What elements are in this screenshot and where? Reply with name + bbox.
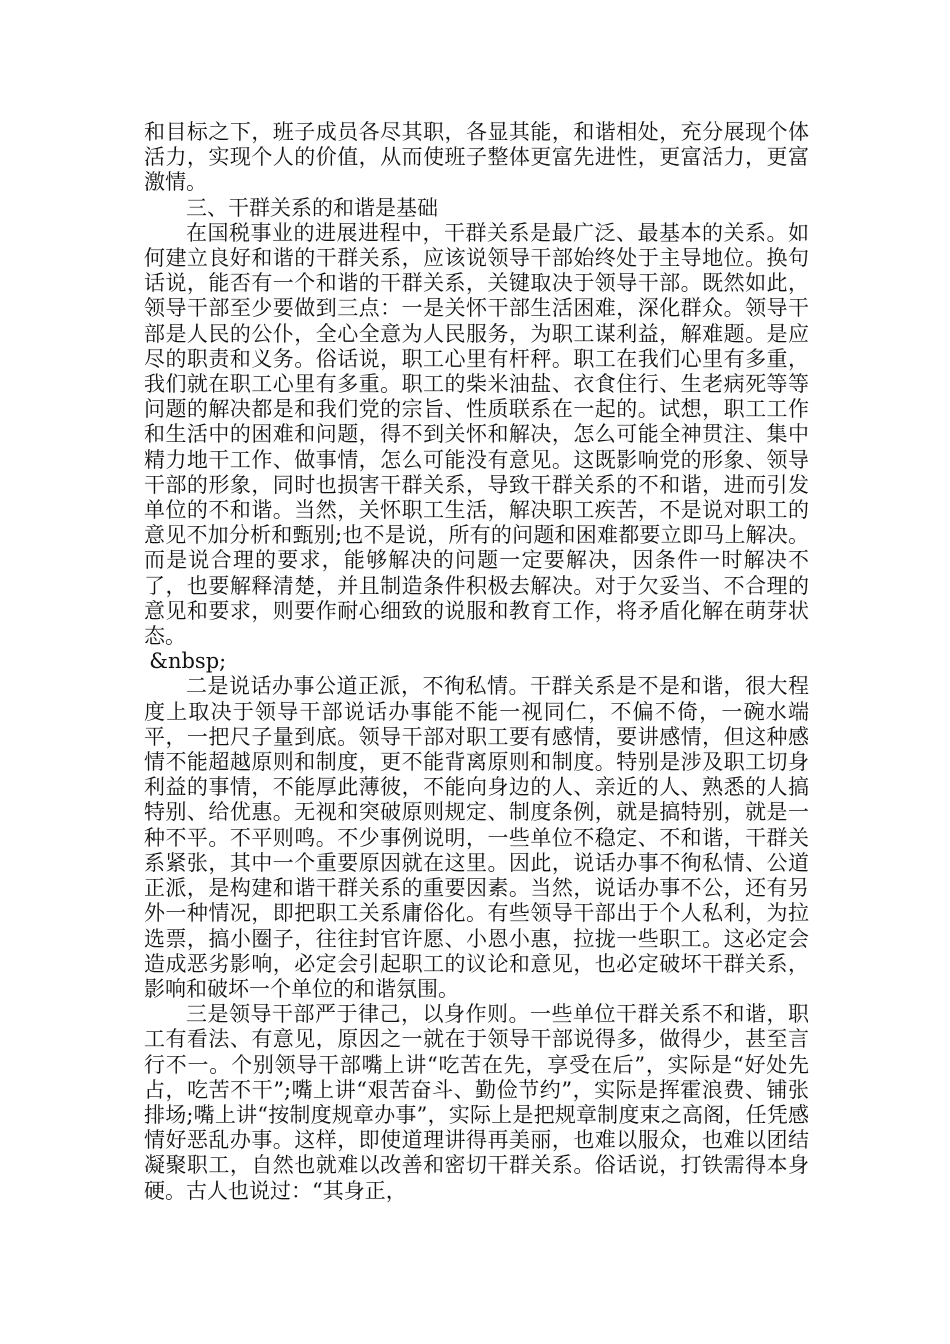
paragraph-body: 二是说话办事公道正派，不徇私情。干群关系是不是和谐，很大程度上取决于领导干部说话办事能不能一视同仁，不偏不倚，一碗水端平，一把尺子量到底。领导干部对职工要有感情，要讲感情，但这种感情不能超越原则和制度，更不能背离原则和制度。特别是涉及职工切身利益的事情，不能厚此薄彼，不能向身边的人、亲近的人、熟悉的人搞特别、给优惠。无视和突破原则规定、制度条例，就是搞特别，就是一种不平。不平则鸣。不少事例说明，一些单位不稳定、不和谐，干群关系紧张，其中一个重要原因就在这里。因此，说话办事不徇私情、公道正派，是构建和谐干群关系的重要因素。当然，说话办事不公，还有另外一种情况，即把职工关系庸俗化。有些领导干部出于个人私利，为拉选票，搞小圈子，往往封官许愿、小恩小惠，拉拢一些职工。这必定会造成恶劣影响，必定会引起职工的议论和意见，也必定破坏干群关系，影响和破坏一个单位的和谐氛围。 [144,674,809,1001]
document-page [144,120,809,1204]
paragraph-continuation: 和目标之下，班子成员各尽其职，各显其能，和谐相处，充分展现个体活力，实现个人的价值，从而使班子整体更富先进性，更富活力，更富激情。 [144,120,809,195]
section-heading: 三、干群关系的和谐是基础 [186,195,438,220]
paragraph-body: 三是领导干部严于律己，以身作则。一些单位干群关系不和谐，职工有看法、有意见，原因之一就在于领导干部说得多，做得少，甚至言行不一。个别领导干部嘴上讲“吃苦在先，享受在后”，实际是“好处先占，吃苦不干”;嘴上讲“艰苦奋斗、勤俭节约”，实际是挥霍浪费、铺张排场;嘴上讲“按制度规章办事”，实际上是把规章制度束之高阁，任凭感情好恶乱办事。这样，即使道理讲得再美丽，也难以服众，也难以团结凝聚职工，自然也就难以改善和密切干群关系。俗话说，打铁需得本身硬。古人也说过：“其身正， [144,1002,809,1203]
stray-entity-text: &nbsp; [149,649,227,674]
paragraph-body: 在国税事业的进展进程中，干群关系是最广泛、最基本的关系。如何建立良好和谐的干群关系，应该说领导干部始终处于主导地位。换句话说，能否有一个和谐的干群关系，关键取决于领导干部。既然如此，领导干部至少要做到三点：一是关怀干部生活困难，深化群众。领导干部是人民的公仆，全心全意为人民服务，为职工谋利益，解难题。是应尽的职责和义务。俗话说，职工心里有杆秤。职工在我们心里有多重，我们就在职工心里有多重。职工的柴米油盐、衣食住行、生老病死等等问题的解决都是和我们党的宗旨、性质联系在一起的。试想，职工工作和生活中的困难和问题，得不到关怀和解决，怎么可能全神贯注、集中精力地干工作、做事情，怎么可能没有意见。这既影响党的形象、领导干部的形象，同时也损害干群关系，导致干群关系的不和谐，进而引发单位的不和谐。当然，关怀职工生活，解决职工疾苦，不是说对职工的意见不加分析和甄别;也不是说，所有的问题和困难都要立即马上解决。而是说合理的要求，能够解决的问题一定要解决，因条件一时解决不了，也要解释清楚，并且制造条件积极去解决。对于欠妥当、不合理的意见和要求，则要作耐心细致的说服和教育工作，将矛盾化解在萌芽状态。 [144,220,809,649]
